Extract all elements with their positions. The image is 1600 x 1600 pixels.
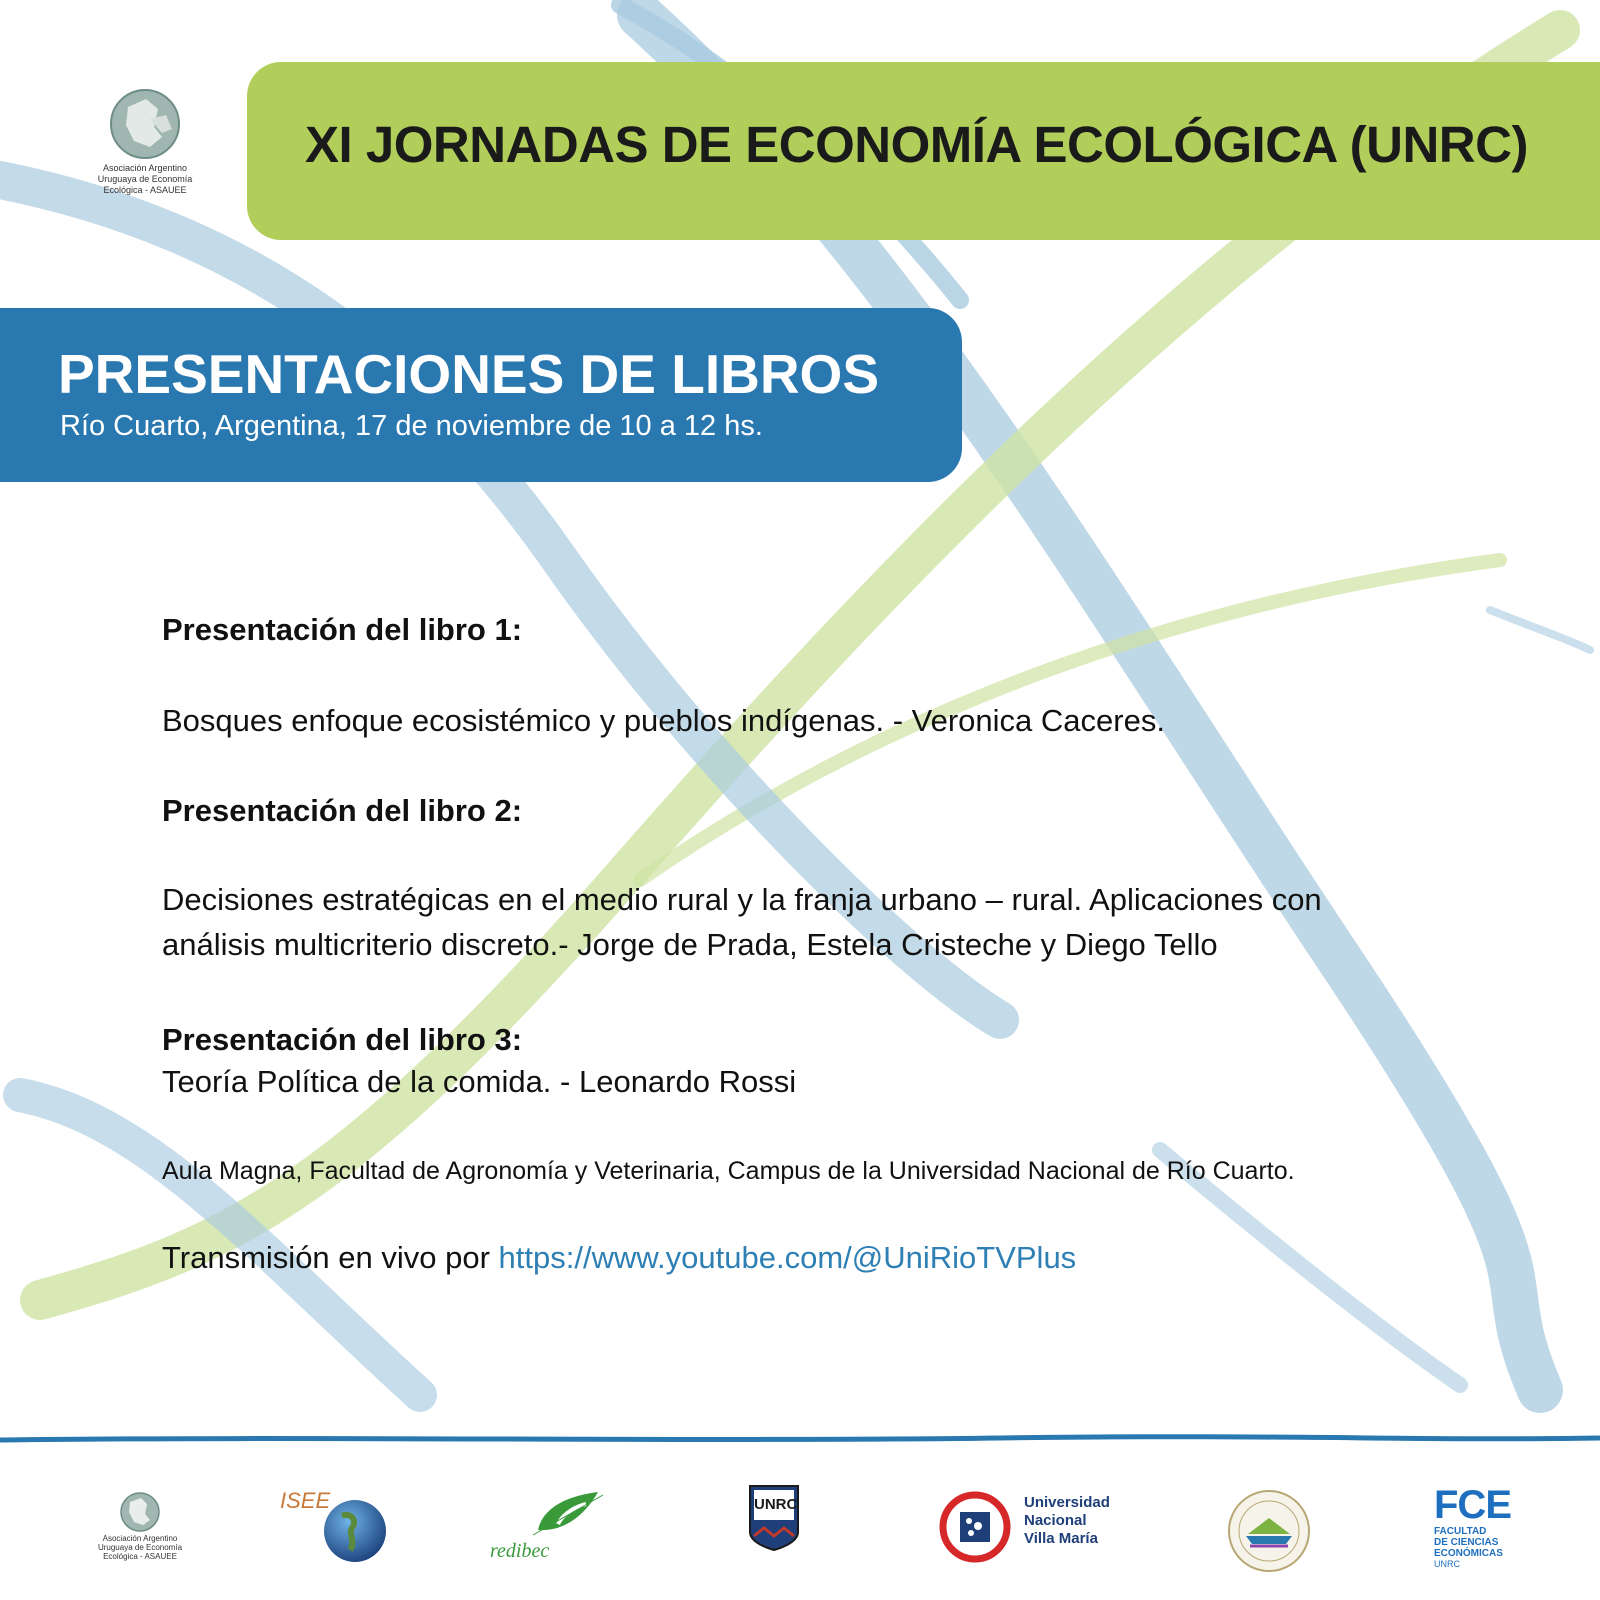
section-title: PRESENTACIONES DE LIBROS	[58, 343, 880, 405]
fce-label: FCE	[1434, 1483, 1511, 1527]
fce-logo	[1434, 1484, 1534, 1584]
isee-label: ISEE	[280, 1488, 331, 1513]
unvm-logo	[938, 1490, 1143, 1566]
asauee-logo	[95, 85, 195, 196]
book-2-title-line-1: Decisiones estratégicas en el medio rural y la franja urbano – rural. Aplicaciones con	[162, 882, 1322, 917]
unvm-line-1: Universidad	[1024, 1494, 1110, 1511]
unrc-logo	[748, 1484, 800, 1564]
event-location: Aula Magna, Facultad de Agronomía y Veterinaria, Campus de la Universidad Nacional de Río Cuarto.	[162, 1157, 1295, 1185]
stream-line	[162, 1240, 1076, 1276]
footer-asauee-caption-3: Ecológica - ASAUEE	[103, 1552, 177, 1561]
unvm-ring-icon	[938, 1490, 1012, 1564]
book-2-title-line-2: análisis multicriterio discreto.- Jorge de Prada, Estela Cristeche y Diego Tello	[162, 927, 1218, 962]
globe-map-icon	[106, 85, 184, 163]
book-3-heading: Presentación del libro 3:	[162, 1022, 523, 1057]
fce-line-2: DE CIENCIAS	[1434, 1537, 1499, 1548]
youtube-link[interactable]: https://www.youtube.com/@UniRioTVPlus	[498, 1240, 1077, 1275]
fce-sub: UNRC	[1434, 1559, 1460, 1569]
leaf-icon	[528, 1490, 608, 1540]
footer-asauee-logo	[90, 1490, 190, 1561]
seal-logo	[1226, 1488, 1314, 1576]
footer-asauee-caption-2: Uruguaya de Economía	[97, 1543, 183, 1552]
book-3-title: Teoría Política de la comida. - Leonardo Rossi	[162, 1064, 797, 1099]
book-1-title: Bosques enfoque ecosistémico y pueblos indígenas. - Veronica Caceres.	[162, 703, 1165, 738]
footer-divider	[0, 1432, 1600, 1446]
page-title: XI JORNADAS DE ECONOMÍA ECOLÓGICA (UNRC)	[305, 116, 1528, 173]
unvm-line-2: Nacional	[1024, 1512, 1087, 1529]
stream-label: Transmisión en vivo por	[162, 1240, 490, 1275]
unvm-line-3: Villa María	[1024, 1530, 1098, 1547]
isee-logo	[280, 1488, 392, 1570]
unrc-shield-icon	[748, 1484, 800, 1552]
globe-map-icon	[118, 1490, 162, 1534]
fce-line-3: ECONÓMICAS	[1434, 1548, 1503, 1559]
university-seal-icon	[1226, 1488, 1312, 1574]
earth-globe-icon	[322, 1498, 388, 1564]
footer-asauee-caption-1: Asociación Argentino	[102, 1534, 178, 1543]
book-1-heading: Presentación del libro 1:	[162, 612, 523, 647]
book-2-heading: Presentación del libro 2:	[162, 793, 523, 828]
asauee-caption-2: Uruguaya de Economía	[97, 174, 193, 184]
section-subtitle: Río Cuarto, Argentina, 17 de noviembre de 10 a 12 hs.	[60, 410, 763, 442]
redibec-label: redibec	[490, 1540, 550, 1562]
asauee-caption-1: Asociación Argentino	[102, 163, 188, 173]
fce-line-1: FACULTAD	[1434, 1526, 1487, 1537]
asauee-caption-3: Ecológica - ASAUEE	[103, 185, 187, 195]
redibec-logo	[488, 1490, 613, 1570]
unrc-label: UNRC	[754, 1496, 798, 1513]
